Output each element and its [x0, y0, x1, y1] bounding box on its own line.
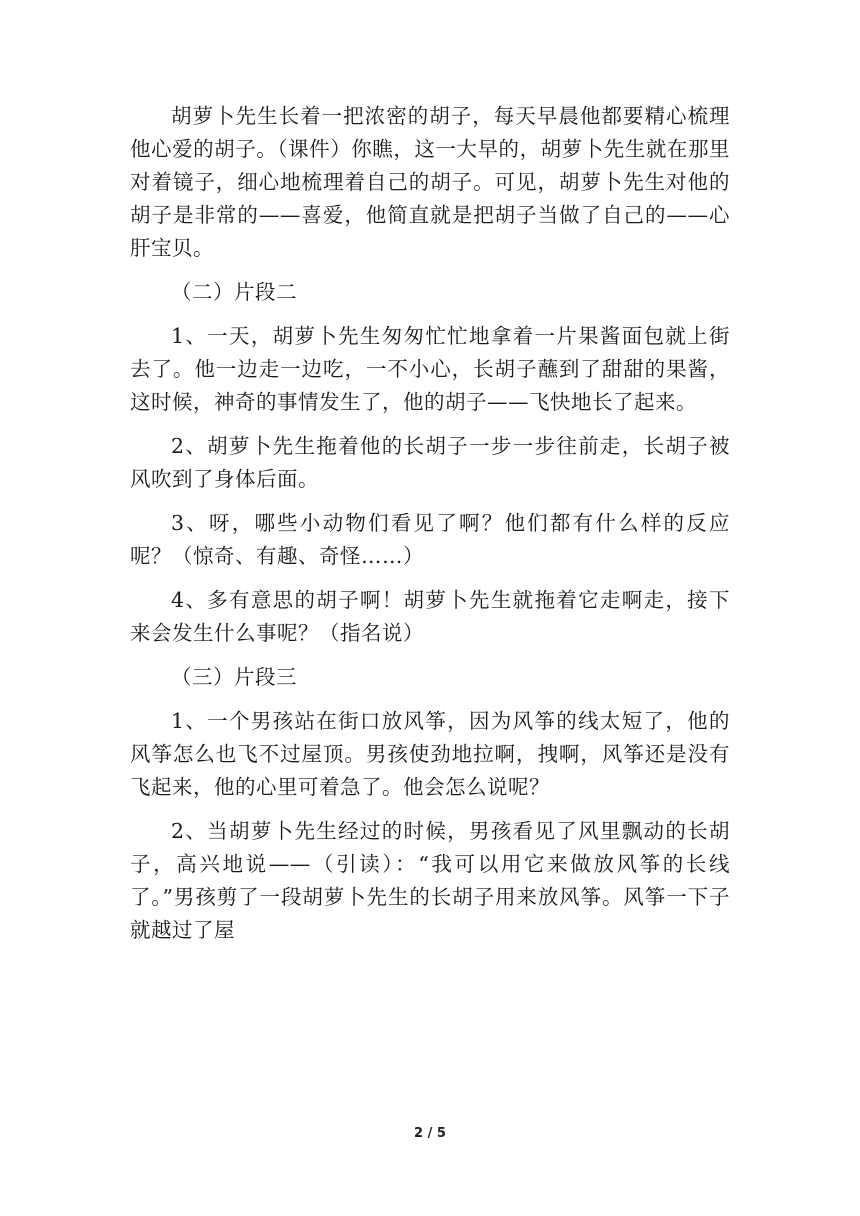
- paragraph: 3、呀，哪些小动物们看见了啊？他们都有什么样的反应呢？（惊奇、有趣、奇怪……）: [130, 511, 730, 568]
- paragraph: 4、多有意思的胡子啊！胡萝卜先生就拖着它走啊走，接下来会发生什么事呢？（指名说）: [130, 588, 730, 645]
- paragraph: 1、一天，胡萝卜先生匆匆忙忙地拿着一片果酱面包就上街去了。他一边走一边吃，一不小心，长胡子蘸到了甜甜的果酱，这时候，神奇的事情发生了，他的胡子——飞快地长了起来。: [130, 324, 730, 414]
- page-number: 2 / 5: [414, 1126, 446, 1141]
- page-body: [130, 100, 730, 958]
- paragraph: 胡萝卜先生长着一把浓密的胡子，每天早晨他都要精心梳理他心爱的胡子。（课件）你瞧，这一大早的，胡萝卜先生就在那里对着镜子，细心地梳理着自己的胡子。可见，胡萝卜先生对他的胡子是非常的——喜爱，他简直就是把胡子当做了自己的——心肝宝贝。: [130, 104, 730, 260]
- paragraph: 2、胡萝卜先生拖着他的长胡子一步一步往前走，长胡子被风吹到了身体后面。: [130, 434, 730, 491]
- paragraph: 1、一个男孩站在街口放风筝，因为风筝的线太短了，他的风筝怎么也飞不过屋顶。男孩使劲地拉啊，拽啊，风筝还是没有飞起来，他的心里可着急了。他会怎么说呢？: [130, 709, 730, 799]
- section-heading: （二）片段二: [171, 280, 297, 304]
- section-heading: （三）片段三: [171, 665, 297, 689]
- paragraph: 2、当胡萝卜先生经过的时候，男孩看见了风里飘动的长胡子，高兴地说——（引读）：“我可以用它来做放风筝的长线了。”男孩剪了一段胡萝卜先生的长胡子用来放风筝。风筝一下子就越过了屋: [130, 819, 730, 942]
